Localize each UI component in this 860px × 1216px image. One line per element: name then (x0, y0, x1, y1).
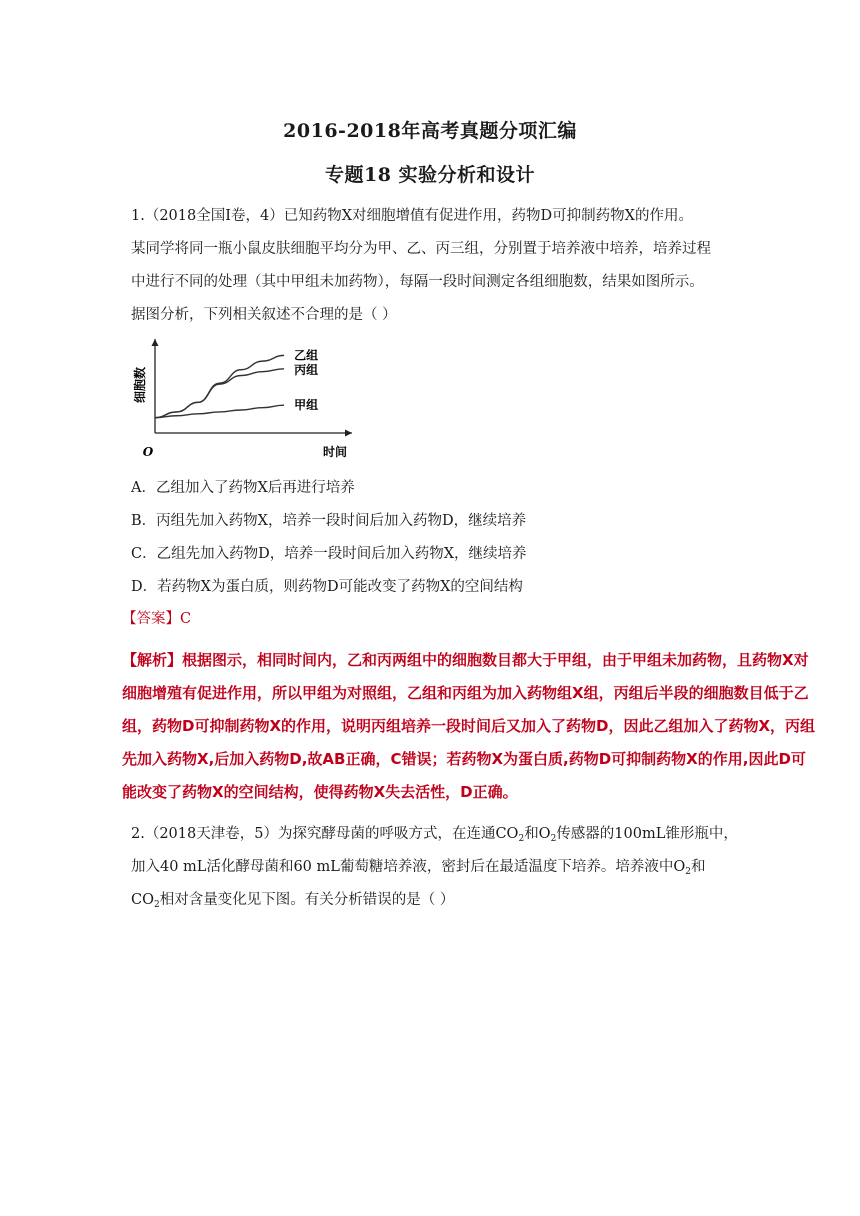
q1-option-c: C．乙组先加入药物D，培养一段时间后加入药物X，继续培养 (131, 546, 527, 562)
q1-stem-line-3: 中进行不同的处理（其中甲组未加药物），每隔一段时间测定各组细胞数，结果如图所示。 (131, 274, 704, 290)
series-jia-label: 甲组 (294, 398, 319, 413)
q2-stem-line-1: 2.（2018天津卷，5）为探究酵母菌的呼吸方式，在连通$CO_2$和$O_2$传感器的100mL锥形瓶中， (131, 826, 738, 844)
q1-stem-line-4: 据图分析，下列相关叙述不合理的是（ ） (131, 307, 397, 323)
y-axis-label: 细胞数 (133, 366, 147, 404)
origin-label: O (142, 445, 154, 459)
q1-option-d: D．若药物X为蛋白质，则药物D可能改变了药物X的空间结构 (131, 579, 523, 595)
series-bing-line (155, 369, 284, 418)
q1-stem-line-1: 1.（2018全国Ⅰ卷，4）已知药物X对细胞增值有促进作用，药物D可抑制药物X的作用。 (131, 208, 693, 224)
q1-analysis-line-5: 能改变了药物X的空间结构，使得药物X失去活性，D正确。 (122, 783, 518, 801)
q1-option-b: B．丙组先加入药物X，培养一段时间后加入药物D，继续培养 (131, 513, 527, 529)
q2-stem-line-2: 加入40 mL活化酵母菌和60 mL葡萄糖培养液，密封后在最适温度下培养。培养液中$O_2$和 (131, 859, 706, 877)
y-axis-arrow (152, 339, 159, 346)
series-yi-label: 乙组 (294, 348, 319, 363)
q1-analysis-line-4: 先加入药物X,后加入药物D,故AB正确，C错误；若药物X为蛋白质,药物D可抑制药物X的作用,因此D可 (122, 750, 806, 768)
series-bing-label: 丙组 (294, 362, 319, 377)
q1-analysis-line-2: 细胞增殖有促进作用，所以甲组为对照组，乙组和丙组为加入药物组X组，丙组后半段的细胞数目低于乙 (122, 684, 809, 702)
x-axis-label: 时间 (322, 445, 348, 459)
q1-option-a: A．乙组加入了药物X后再进行培养 (131, 480, 355, 496)
cell-count-chart (130, 333, 360, 468)
document-title: 2016-2018年高考真题分项汇编 (283, 120, 577, 142)
q1-answer: 【答案】C (122, 611, 192, 627)
x-axis-arrow (345, 430, 352, 437)
q1-analysis-line-1: 【解析】根据图示，相同时间内，乙和丙两组中的细胞数目都大于甲组，由于甲组未加药物，且药物X对 (122, 651, 809, 669)
q1-stem-line-2: 某同学将同一瓶小鼠皮肤细胞平均分为甲、乙、丙三组，分别置于培养液中培养，培养过程 (131, 241, 711, 257)
chart-axes (152, 339, 353, 437)
document-subtitle: 专题18 实验分析和设计 (324, 164, 536, 186)
q1-analysis-line-3: 组，药物D可抑制药物X的作用，说明丙组培养一段时间后又加入了药物D，因此乙组加入了药物X，丙组 (122, 717, 816, 735)
q2-stem-line-3: $CO_2$相对含量变化见下图。有关分析错误的是（ ） (131, 892, 455, 910)
